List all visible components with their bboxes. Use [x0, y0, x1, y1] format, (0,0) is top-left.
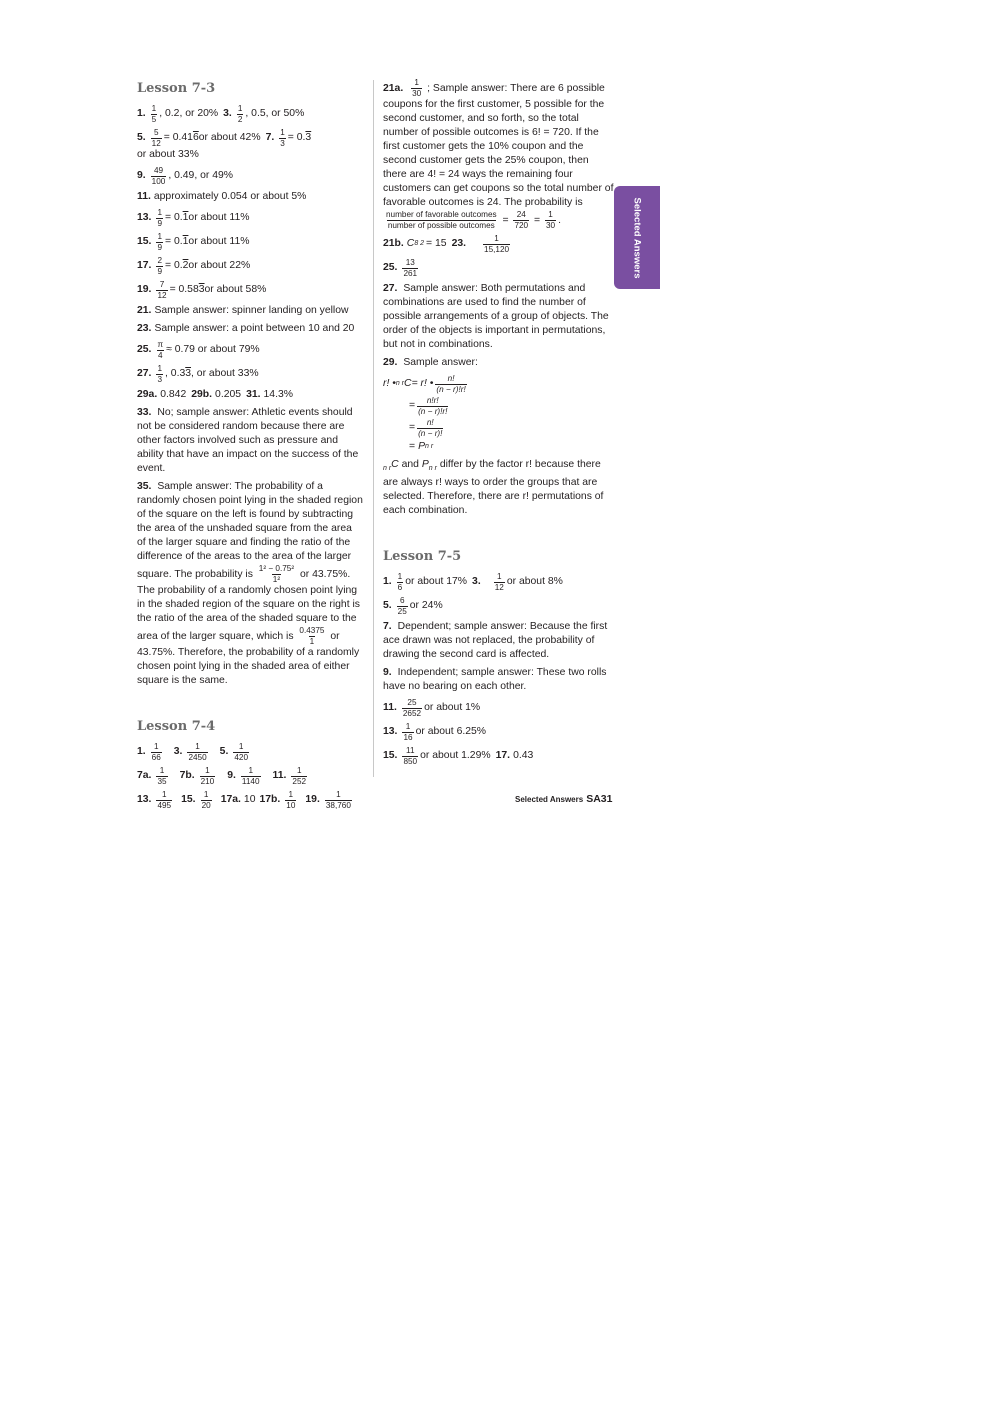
answer-7 — [383, 620, 615, 662]
item-number: 13. — [137, 212, 152, 223]
subscript: n r — [395, 380, 405, 387]
answer-21a — [383, 78, 615, 230]
item-number: 15. — [137, 236, 152, 247]
answer-cell — [220, 742, 251, 762]
answer-cell — [180, 766, 218, 786]
answer-text: 0.205 — [215, 389, 242, 400]
item-number: 23. — [451, 238, 467, 249]
denominator: (n − r)! — [418, 428, 443, 438]
item-number: 11. — [272, 770, 287, 781]
answer-23 — [137, 322, 363, 336]
answer-5 — [383, 596, 615, 616]
proof-line-4 — [383, 440, 615, 454]
denominator: 12 — [151, 138, 161, 148]
fraction — [258, 564, 295, 584]
fraction — [298, 626, 325, 646]
answer-text: = 15 — [426, 238, 447, 249]
answer-text: Sample answer: a point between 10 and 20 — [154, 323, 355, 334]
fraction — [385, 210, 498, 230]
denominator: (n − r)!r! — [436, 384, 466, 394]
fraction — [187, 742, 207, 762]
footer-label: Selected Answers — [515, 795, 584, 804]
numerator: 1 — [237, 104, 243, 113]
item-number: 27. — [137, 368, 152, 379]
denominator: 252 — [292, 776, 307, 786]
answer-cell — [137, 766, 170, 786]
answer-text: 10 — [243, 794, 256, 805]
item-number: 11. — [137, 191, 151, 202]
denominator: number of possible outcomes — [387, 220, 495, 230]
denominator: 2652 — [402, 708, 422, 718]
item-number: 35. — [137, 481, 152, 492]
answer-cell — [137, 742, 164, 762]
item-number: 5. — [383, 600, 392, 611]
denominator: 9 — [157, 218, 163, 228]
fraction — [156, 340, 164, 360]
numerator: 1 — [151, 104, 157, 113]
answer-text: or about 1% — [424, 702, 481, 713]
item-number: 1. — [137, 746, 146, 757]
denominator: 35 — [157, 776, 167, 786]
equals-sign: = — [409, 422, 416, 433]
right-column — [383, 78, 615, 770]
item-number: 7a. — [137, 770, 152, 781]
subscript: n r — [425, 443, 434, 450]
denominator: 6 — [397, 582, 403, 592]
answer-text: or about 33% — [137, 149, 199, 160]
item-number: 19. — [137, 284, 152, 295]
answer-text: Independent; sample answer: These two rolls have no bearing on each other. — [383, 667, 607, 692]
denominator: 9 — [157, 266, 163, 276]
fraction — [156, 232, 163, 252]
numerator: π — [157, 340, 164, 349]
denominator: 12 — [157, 290, 167, 300]
fraction — [201, 790, 212, 810]
page-footer — [515, 793, 612, 805]
answer-9 — [137, 166, 363, 186]
side-tab-label: Selected Answers — [631, 197, 643, 278]
fraction — [156, 766, 167, 786]
denominator: 210 — [200, 776, 215, 786]
numerator: 1 — [157, 364, 163, 373]
item-number: 9. — [137, 170, 146, 181]
fraction — [545, 210, 556, 230]
denominator: 261 — [403, 268, 418, 278]
subscript: 8 2 — [414, 240, 425, 247]
fraction — [237, 104, 244, 124]
numerator: 1 — [157, 232, 163, 241]
answer-text: , or about 33% — [191, 368, 259, 379]
repeating-digit: 2 — [182, 260, 189, 271]
answer-21 — [137, 304, 363, 318]
item-number: 29a. — [137, 389, 158, 400]
item-number: 7. — [383, 621, 392, 632]
denominator: 20 — [201, 800, 211, 810]
answer-text: approximately 0.054 or about 5% — [153, 191, 307, 202]
item-number: 5. — [137, 132, 146, 143]
fraction — [494, 572, 505, 592]
lesson-7-4-heading: Lesson 7-4 — [137, 719, 216, 734]
answer-text: Sample answer: Both permutations and combinations are used to find the number of possible arrangements of a group of objects. The order of the objects is important in permutations, but not in combinations. — [383, 283, 609, 350]
numerator: 1 — [159, 766, 165, 775]
fraction — [156, 280, 167, 300]
item-number: 9. — [383, 667, 392, 678]
denominator: 2 — [237, 114, 243, 124]
numerator: 1 — [496, 572, 502, 581]
fraction — [241, 766, 261, 786]
fraction — [151, 742, 162, 762]
repeating-digit: 3 — [305, 132, 312, 143]
numerator: n! — [447, 374, 455, 383]
answer-text: or about 1.29% — [420, 750, 491, 761]
fraction — [417, 418, 443, 438]
denominator: 30 — [412, 88, 422, 98]
answer-text: or about 8% — [506, 576, 563, 587]
fraction — [233, 742, 249, 762]
denominator: 1 — [309, 636, 315, 646]
answer-9 — [383, 666, 615, 694]
answer-text: Sample answer: spinner landing on yellow — [154, 305, 349, 316]
answer-27 — [137, 364, 363, 384]
fraction — [151, 128, 162, 148]
answer-1-3 — [383, 572, 615, 592]
answer-17 — [137, 256, 363, 276]
equals-sign: = — [502, 214, 509, 226]
answer-1-3 — [137, 104, 363, 124]
item-number: 11. — [383, 702, 397, 713]
answer-text: differ by the factor r! because there are always r! ways to order the groups that are selected. Therefore, there are r! permutations of each combination. — [383, 459, 604, 516]
denominator: 100 — [151, 176, 166, 186]
repeating-digit: 3 — [185, 368, 192, 379]
repeating-digit: 6 — [192, 132, 199, 143]
answer-cell — [305, 790, 354, 810]
numerator: 1 — [205, 766, 210, 775]
item-number: 33. — [137, 407, 152, 418]
answer-15-17 — [383, 746, 615, 766]
fraction — [156, 256, 163, 276]
numerator: 1 — [203, 790, 209, 799]
item-number: 1. — [137, 108, 146, 119]
fraction — [151, 104, 158, 124]
answer-27 — [383, 282, 615, 352]
repeating-digit: 1 — [182, 212, 189, 223]
lesson-7-5-heading: Lesson 7-5 — [383, 549, 462, 564]
item-number: 19. — [305, 794, 320, 805]
fraction — [435, 374, 466, 394]
answer-21b-23 — [383, 234, 615, 254]
answer-text: = 0. — [287, 132, 306, 143]
fraction — [483, 234, 510, 254]
denominator: 5 — [151, 114, 157, 124]
numerator: 1 — [397, 572, 403, 581]
denominator: (n − r)!r! — [418, 406, 448, 416]
item-number: 15. — [181, 794, 196, 805]
answer-text: Sample answer: — [403, 357, 478, 368]
numerator: 49 — [153, 166, 164, 175]
item-number: 17. — [495, 750, 511, 761]
answer-text: = 0. — [165, 236, 183, 247]
answer-29-conclusion — [383, 458, 615, 518]
proof-line-3 — [383, 418, 615, 438]
numerator: 13 — [405, 258, 415, 267]
numerator: 6 — [399, 596, 405, 605]
fraction — [151, 166, 167, 186]
numerator: number of favorable outcomes — [386, 210, 497, 219]
numerator: 1 — [288, 790, 294, 799]
numerator: 1 — [238, 742, 244, 751]
answer-25 — [137, 340, 363, 360]
denominator: 16 — [403, 732, 413, 742]
numerator: 25 — [407, 698, 417, 707]
denominator: 4 — [158, 350, 163, 360]
answer-29-31 — [137, 388, 363, 402]
numerator: 1 — [153, 742, 159, 751]
fraction — [156, 790, 172, 810]
numerator: 11 — [406, 746, 415, 755]
repeating-digit: 3 — [198, 284, 205, 295]
fraction — [325, 790, 352, 810]
fraction — [279, 128, 286, 148]
left-column — [137, 78, 363, 814]
denominator: 9 — [157, 242, 163, 252]
fraction — [411, 78, 422, 98]
subscript: n r — [383, 465, 392, 472]
numerator: 1 — [414, 78, 419, 87]
answer-11 — [137, 190, 363, 204]
item-number: 17a. — [220, 794, 241, 805]
item-number: 7. — [265, 132, 275, 143]
answer-cell — [227, 766, 262, 786]
answer-text: or about 17% — [405, 576, 468, 587]
answer-text: or 43.75%. The probability of a randomly chosen point lying in the shaded region of the square on the right is the ratio of the area of the shaded square to the area of the larger square, which is — [137, 568, 360, 642]
item-number: 1. — [383, 576, 392, 587]
answer-text: = 0.41 — [163, 132, 193, 143]
page-number: SA31 — [586, 793, 613, 805]
answer-text: or about 6.25% — [415, 726, 487, 737]
answer-text: or about 42% — [198, 132, 261, 143]
item-number: 23. — [137, 323, 152, 334]
equals-sign: = — [409, 400, 416, 411]
denominator: 25 — [397, 606, 407, 616]
denominator: 12 — [494, 582, 504, 592]
answer-text: 14.3% — [263, 389, 293, 400]
item-number: 9. — [227, 770, 236, 781]
proof-expression: r! • — [383, 378, 396, 389]
subscript: n r — [428, 465, 437, 472]
numerator: 1 — [195, 742, 200, 751]
fraction — [513, 210, 529, 230]
item-number: 21b. — [383, 238, 404, 249]
fraction — [156, 364, 163, 384]
answer-cell — [221, 793, 256, 807]
answer-33 — [137, 406, 363, 476]
denominator: 66 — [151, 752, 161, 762]
answer-cell — [259, 790, 298, 810]
numerator: 1² − 0.75² — [258, 564, 295, 573]
answer-text: = 0.58 — [169, 284, 199, 295]
item-number: 21a. — [383, 82, 404, 94]
item-number: 3. — [472, 576, 481, 587]
item-number: 17b. — [259, 794, 281, 805]
item-number: 13. — [383, 726, 398, 737]
answer-text: or 43.75%. Therefore, the probability of a randomly chosen point lying in the shaded area of either square is the same. — [137, 630, 360, 686]
answer-cell — [181, 790, 214, 810]
answer-cell — [137, 790, 174, 810]
fraction — [402, 746, 418, 766]
fraction — [291, 766, 307, 786]
denominator: 3 — [157, 374, 163, 384]
numerator: 24 — [516, 210, 526, 219]
lesson-7-4-row-2 — [137, 766, 363, 786]
item-number: 29b. — [191, 389, 213, 400]
answer-19 — [137, 280, 363, 300]
denominator: 420 — [234, 752, 249, 762]
answer-text: = 0. — [165, 212, 183, 223]
answer-cell — [273, 766, 310, 786]
answer-text: = 0. — [165, 260, 183, 271]
column-divider — [373, 80, 374, 777]
answer-35 — [137, 480, 363, 688]
fraction — [402, 698, 422, 718]
fraction — [397, 572, 404, 592]
answer-text: or about 22% — [188, 260, 251, 271]
answer-text: and — [401, 459, 419, 470]
answer-text: , 0.2, or 20% — [159, 108, 219, 119]
item-number: 25. — [137, 344, 152, 355]
item-number: 13. — [137, 794, 152, 805]
answer-text: ; Sample answer: There are 6 possible coupons for the first customer, 5 possible for the second customer, and so forth, so the total number of possible outcomes is 6! = 720. If the first customer gets the 10% coupon and the second customer gets the 25% coupon, then there are 4! = 24 ways the remaining four customers can get coupons so the total number of favorable outcomes is 24. The probability is — [383, 82, 614, 208]
repeating-digit: 1 — [182, 236, 189, 247]
numerator: 1 — [405, 722, 411, 731]
numerator: 1 — [280, 128, 285, 137]
answer-29 — [383, 356, 615, 370]
item-number: 3. — [223, 108, 232, 119]
combination-symbol: C — [391, 459, 399, 470]
permutation-symbol: P — [421, 459, 429, 470]
proof-line-2 — [383, 396, 615, 416]
numerator: 1 — [157, 208, 163, 217]
answer-11 — [383, 698, 615, 718]
item-number: 7b. — [179, 770, 195, 781]
denominator: 38,760 — [325, 800, 351, 810]
answer-text: , 0.3 — [165, 368, 186, 379]
answer-text: or about 11% — [188, 236, 250, 247]
fraction — [402, 722, 413, 742]
item-number: 17. — [137, 260, 152, 271]
answer-text: ≈ 0.79 or about 79% — [166, 344, 260, 355]
item-number: 3. — [173, 746, 183, 757]
combination-symbol: C — [406, 238, 415, 249]
denominator: 15,120 — [484, 244, 510, 254]
answer-text: or about 58% — [204, 284, 267, 295]
answer-text: or 24% — [409, 600, 443, 611]
equals-sign: = — [409, 441, 416, 452]
combination-symbol: C — [404, 378, 412, 389]
denominator: 1140 — [241, 776, 260, 786]
item-number: 27. — [383, 283, 398, 294]
numerator: 1 — [296, 766, 302, 775]
numerator: 5 — [153, 128, 159, 137]
denominator: 2450 — [188, 752, 207, 762]
fraction — [200, 766, 216, 786]
denominator: 495 — [157, 800, 172, 810]
numerator: n! — [426, 418, 434, 427]
denominator: 10 — [286, 800, 296, 810]
numerator: 1 — [548, 210, 553, 219]
item-number: 5. — [219, 746, 229, 757]
denominator: 720 — [514, 220, 529, 230]
lesson-7-3-heading: Lesson 7-3 — [137, 81, 216, 96]
answer-text: No; sample answer: Athletic events should not be considered random because there are other factors involved such as pressure and ability that have an impact on the success of the event. — [137, 407, 359, 474]
denominator: 1² — [272, 574, 281, 584]
numerator: 0.4375 — [299, 626, 325, 635]
answer-cell — [174, 742, 210, 762]
item-number: 31. — [246, 389, 261, 400]
answer-text: Sample answer: The probability of a randomly chosen point lying in the shaded region of the square on the left is found by subtracting the area of the unshaded square from the area of the larger square and finding the ratio of the difference of the areas to the area of the larger square. The probability is — [137, 481, 363, 580]
proof-block — [383, 374, 615, 454]
answer-15 — [137, 232, 363, 252]
numerator: 1 — [336, 790, 341, 799]
denominator: 3 — [280, 138, 285, 148]
fraction — [417, 396, 448, 416]
equals-sign: = — [534, 214, 541, 226]
item-number: 25. — [383, 262, 398, 273]
numerator: 1 — [248, 766, 253, 775]
selected-answers-tab — [614, 186, 660, 289]
item-number: 21. — [137, 305, 152, 316]
item-number: 29. — [383, 357, 398, 368]
answer-25 — [383, 258, 615, 278]
answer-13 — [383, 722, 615, 742]
item-number: 15. — [383, 750, 398, 761]
answer-text: or about 11% — [188, 212, 250, 223]
answer-text: 0.842 — [160, 389, 187, 400]
denominator: 850 — [403, 756, 418, 766]
permutation-symbol: P — [418, 441, 426, 452]
numerator: 1 — [494, 234, 499, 243]
lesson-7-4-row-1 — [137, 742, 363, 762]
answer-13 — [137, 208, 363, 228]
lesson-7-4-row-3 — [137, 790, 363, 810]
proof-expression: = r! • — [411, 378, 434, 389]
fraction — [285, 790, 296, 810]
period: . — [558, 214, 561, 226]
fraction — [402, 258, 418, 278]
numerator: n!r! — [426, 396, 439, 405]
fraction — [397, 596, 408, 616]
numerator: 7 — [159, 280, 165, 289]
denominator: 30 — [545, 220, 556, 230]
numerator: 2 — [157, 256, 163, 265]
answer-text: , 0.49, or 49% — [168, 170, 234, 181]
answer-text: 0.43 — [513, 750, 534, 761]
proof-line-1 — [383, 374, 615, 394]
answer-text: Dependent; sample answer: Because the first ace drawn was not replaced, the probability of drawing the second card is affected. — [383, 621, 608, 660]
numerator: 1 — [162, 790, 167, 799]
answer-5-7 — [137, 128, 363, 162]
fraction — [156, 208, 163, 228]
answer-text: , 0.5, or 50% — [245, 108, 305, 119]
